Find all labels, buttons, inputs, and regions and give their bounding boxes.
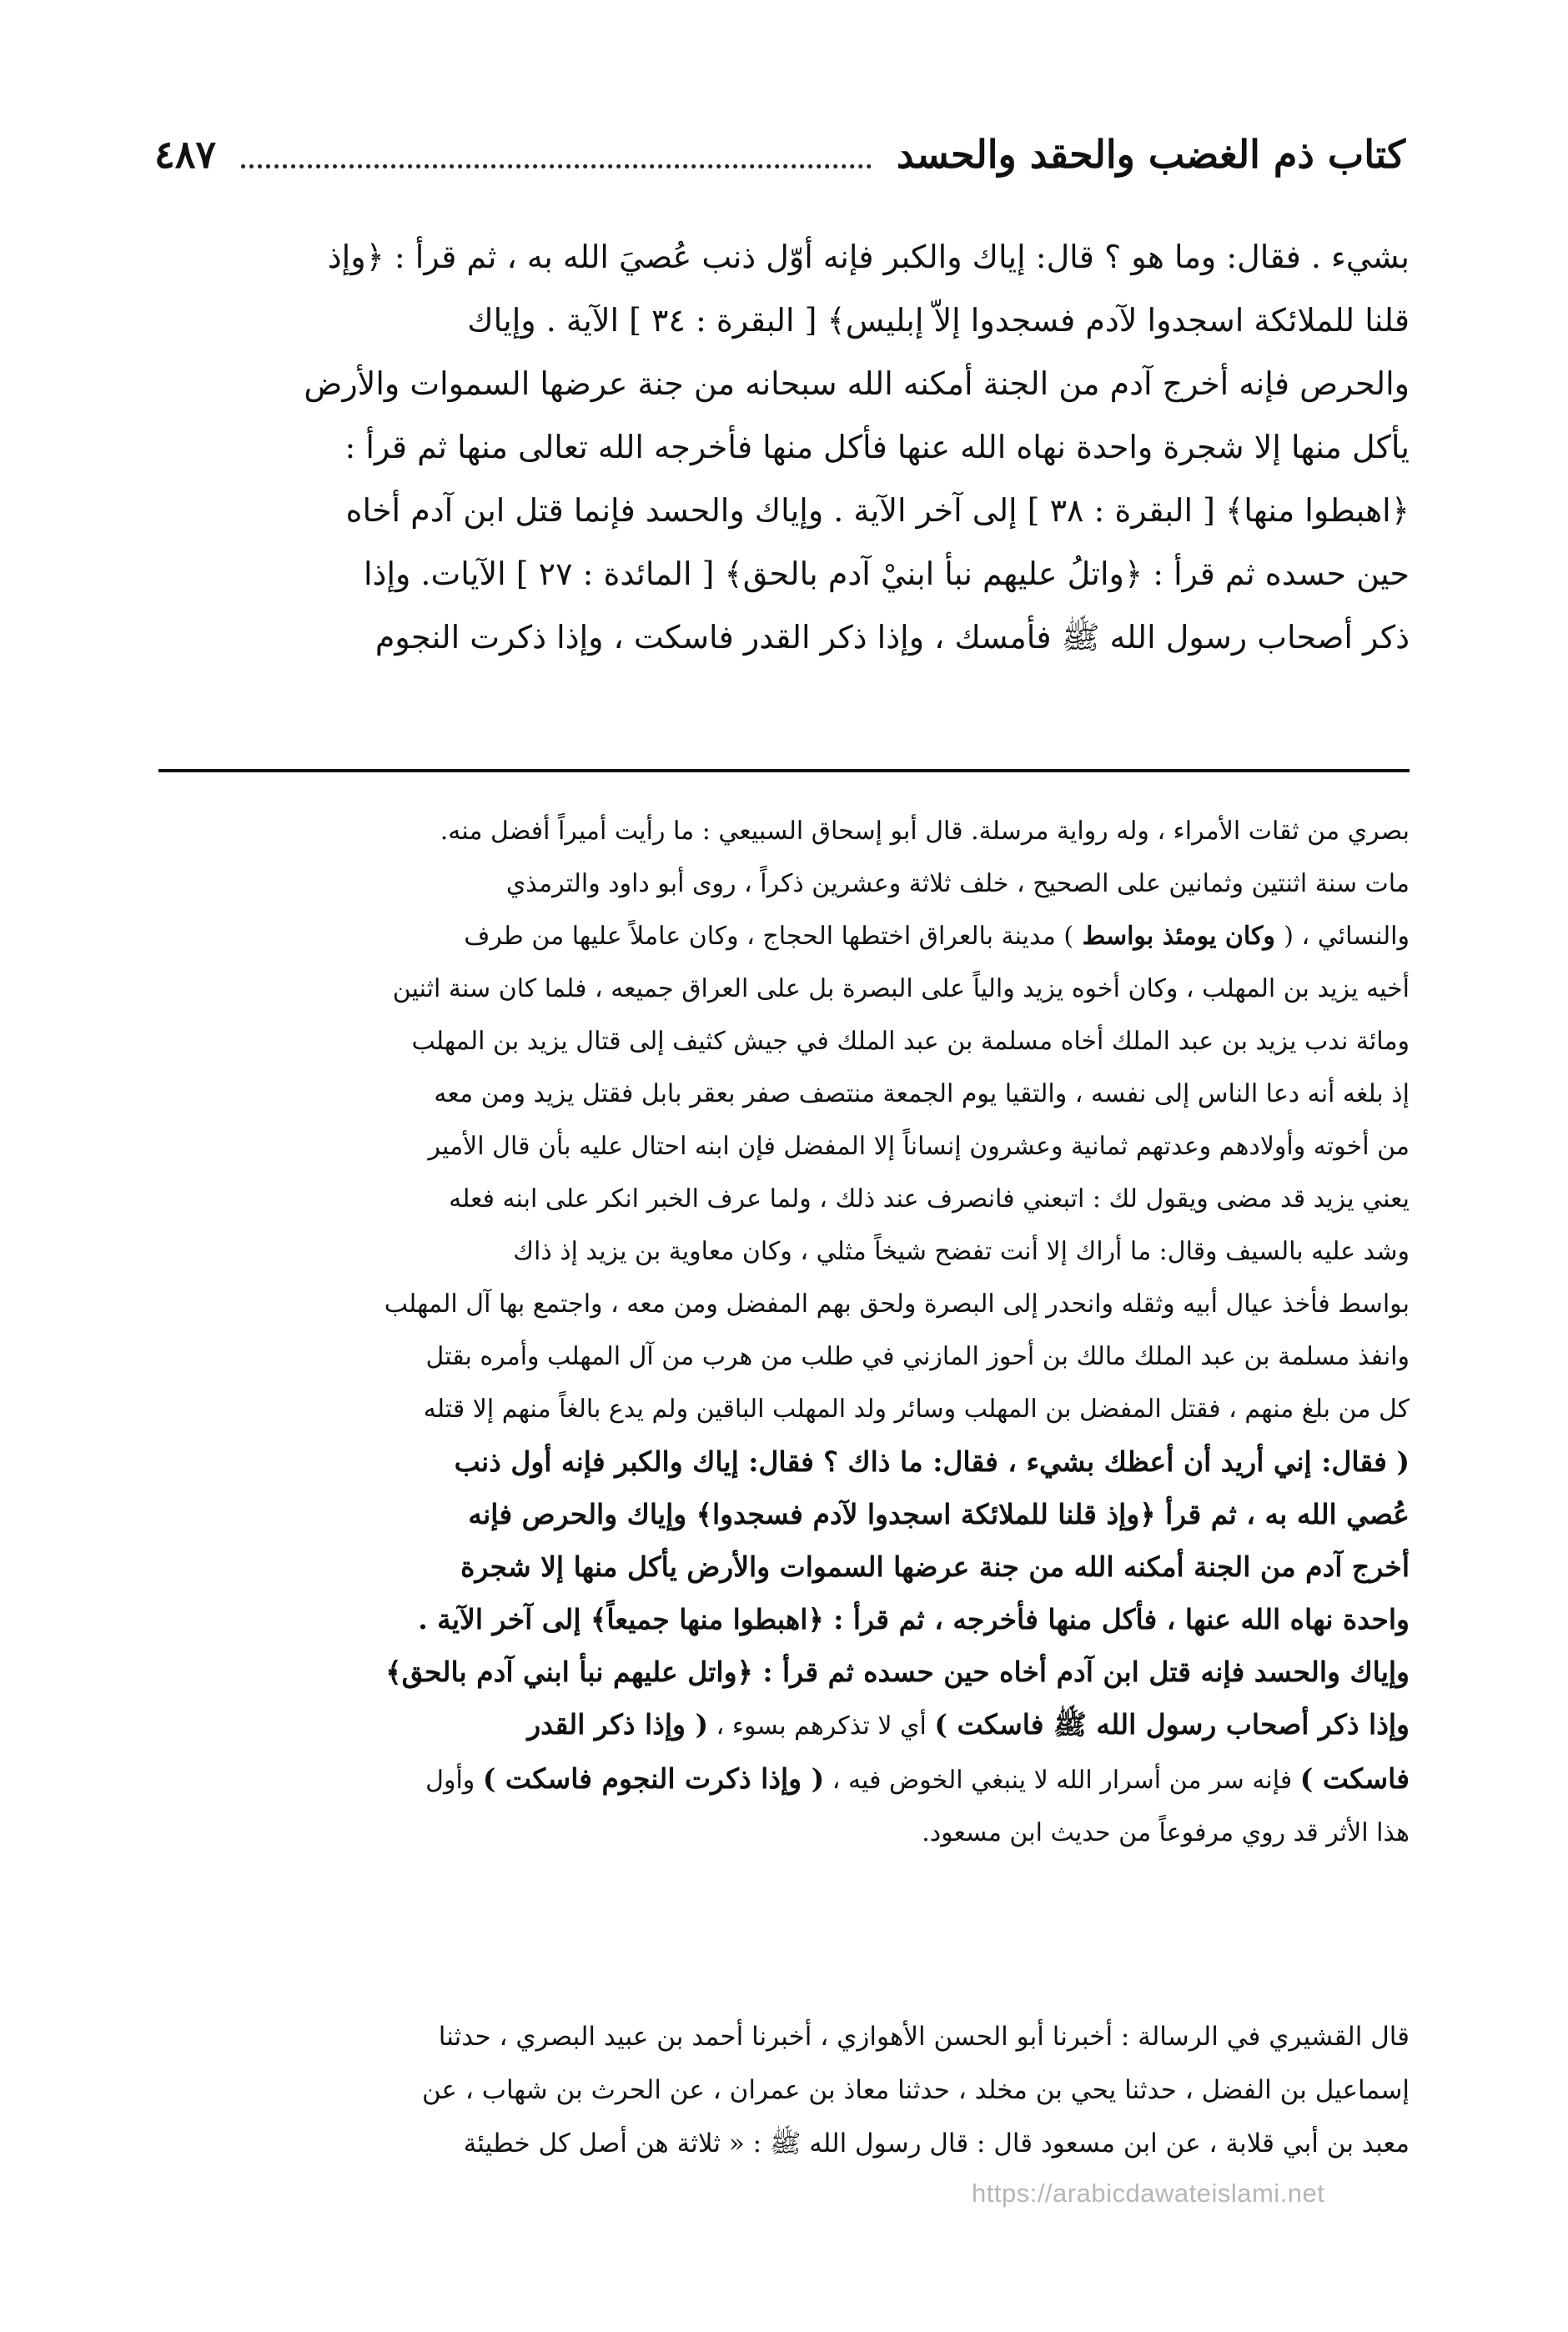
continuation-paragraph <box>158 2010 1410 2170</box>
footnote-bold-line: واحدة نهاه الله عنها ، فأكل منها فأخرجه ، ثم قرأ : ﴿اهبطوا منها جميعاً﴾ إلى آخر الآية . <box>418 1603 1410 1636</box>
footnote-bold-line: أخرج آدم من الجنة أمكنه الله من جنة عرضها السموات والأرض يأكل منها إلا شجرة <box>460 1550 1410 1583</box>
paragraph-line: معبد بن أبي قلابة ، عن ابن مسعود قال : قال رسول الله ﷺ : « ثلاثة هن أصل كل خطيئة <box>463 2128 1410 2159</box>
main-text-line: بشيء . فقال: وما هو ؟ قال: إياك والكبر فإنه أوّل ذنب عُصيَ الله به ، ثم قرأ : ﴿وإذ <box>327 239 1410 275</box>
main-text-line: حين حسده ثم قرأ : ﴿واتلُ عليهم نبأ ابنيْ آدم بالحق﴾ [ المائدة : ٢٧ ] الآيات. وإذا <box>363 555 1410 592</box>
footnote-text: والنسائي ، ( <box>1284 922 1410 951</box>
footnote-line: من أخوته وأولادهم وعدتهم ثمانية وعشرون إنساناً إلا المفضل فإن ابنه احتال عليه بأن قال الأمير <box>428 1132 1410 1161</box>
footnote-text: أي لا تذكرهم بسوء ، <box>708 1711 935 1741</box>
main-text-line: قلنا للملائكة اسجدوا لآدم فسجدوا إلاّ إبليس﴾ [ البقرة : ٣٤ ] الآية . وإياك <box>467 302 1410 339</box>
footnote-line <box>158 910 1410 962</box>
footnote-line <box>158 1752 1410 1807</box>
footnote-line: بصري من ثقات الأمراء ، وله رواية مرسلة. قال أبو إسحاق السبيعي : ما رأيت أميراً أفضل منه. <box>440 817 1410 846</box>
footnote-line: يعني يزيد قد مضى ويقول لك : اتبعني فانصرف عند ذلك ، ولما عرف الخبر انكر على ابنه فعله <box>449 1184 1410 1214</box>
main-text-line: يأكل منها إلا شجرة واحدة نهاه الله عنها فأكل منها فأخرجه الله تعالى منها ثم قرأ : <box>344 429 1410 465</box>
footnote-line: ومائة ندب يزيد بن عبد الملك أخاه مسلمة بن عبد الملك في جيش كثيف إلى قتال يزيد بن المهلب <box>411 1027 1410 1056</box>
footnote-line <box>158 1698 1410 1752</box>
footnote-divider <box>158 769 1410 772</box>
footnote-bold-line: عُصي الله به ، ثم قرأ ﴿وإذ قلنا للملائكة اسجدوا لآدم فسجدوا﴾ وإياك والحرص فإنه <box>468 1498 1410 1530</box>
paragraph-line: إسماعيل بن الفضل ، حدثنا يحي بن مخلد ، حدثنا معاذ بن عمران ، عن الحرث بن شهاب ، عن <box>421 2075 1410 2105</box>
footnote-line: بواسط فأخذ عيال أبيه وثقله وانحدر إلى البصرة ولحق بهم المفضل ومن معه ، واجتمع بها آل المهلب <box>384 1289 1410 1319</box>
main-text-line: ﴿اهبطوا منها﴾ [ البقرة : ٣٨ ] إلى آخر الآية . وإياك والحسد فإنما قتل ابن آدم أخاه <box>345 492 1410 529</box>
footnote-line: أخيه يزيد بن المهلب ، وكان أخوه يزيد والياً على البصرة بل على العراق جميعه ، فلما كان سنة اثنين <box>392 974 1410 1003</box>
footnote-line: كل من بلغ منهم ، فقتل المفضل بن المهلب وسائر ولد المهلب الباقين ولم يدع بالغاً منهم إلا قتله <box>423 1395 1410 1424</box>
source-watermark: https://arabicdawateislami.net <box>972 2179 1325 2208</box>
footnote-emphasis: ( وإذا ذكرت النجوم فاسكت ) <box>482 1762 825 1795</box>
paragraph-line: قال القشيري في الرسالة : أخبرنا أبو الحسن الأهوازي ، أخبرنا أحمد بن عبيد البصري ، حدثنا <box>438 2022 1410 2052</box>
footnote-emphasis: وإذا ذكر أصحاب رسول الله ﷺ فاسكت ) <box>934 1708 1410 1741</box>
main-text-line: ذكر أصحاب رسول الله ﷺ فأمسك ، وإذا ذكر القدر فاسكت ، وإذا ذكرت النجوم <box>374 619 1410 656</box>
footnote-bold-line: وإياك والحسد فإنه قتل ابن آدم أخاه حين حسده ثم قرأ : ﴿واتل عليهم نبأ ابني آدم بالحق﴾ <box>385 1656 1410 1688</box>
footnote-text: فإنه سر من أسرار الله لا ينبغي الخوض فيه ، <box>824 1766 1300 1795</box>
main-text-block <box>158 225 1410 669</box>
footnote-line: هذا الأثر قد روي مرفوعاً من حديث ابن مسعود. <box>922 1818 1410 1847</box>
footnote-line: مات سنة اثنتين وثمانين على الصحيح ، خلف ثلاثة وعشرين ذكراً ، روى أبو داود والترمذي <box>505 869 1410 898</box>
footnote-block <box>158 805 1410 1859</box>
footnote-emphasis: فاسكت ) <box>1299 1762 1410 1795</box>
chapter-title: كتاب ذم الغضب والحقد والحسد <box>896 132 1405 177</box>
header-dot-leader <box>241 164 872 168</box>
page-header <box>154 125 1405 183</box>
footnote-text: ) مدينة بالعراق اختطها الحجاج ، وكان عاملاً عليها من طرف <box>464 922 1074 951</box>
footnote-text: وأول <box>425 1766 483 1795</box>
footnote-emphasis: ( وإذا ذكر القدر <box>527 1708 709 1741</box>
main-text-line: والحرص فإنه أخرج آدم من الجنة أمكنه الله سبحانه من جنة عرضها السموات والأرض <box>304 365 1410 402</box>
footnote-line: وشد عليه بالسيف وقال: ما أراك إلا أنت تفضح شيخاً مثلي ، وكان معاوية بن يزيد إذ ذاك <box>513 1237 1410 1266</box>
footnote-emphasis: وكان يومئذ بواسط <box>1073 922 1284 951</box>
footnote-bold-line: ( فقال: إني أريد أن أعظك بشيء ، فقال: ما ذاك ؟ فقال: إياك والكبر فإنه أول ذنب <box>454 1445 1410 1478</box>
page-number: ٤٨٧ <box>154 132 217 177</box>
footnote-line: إذ بلغه أنه دعا الناس إلى نفسه ، والتقيا يوم الجمعة منتصف صفر بعقر بابل فقتل يزيد ومن معه <box>434 1079 1410 1108</box>
footnote-line: وانفذ مسلمة بن عبد الملك مالك بن أحوز المازني في طلب من هرب من آل المهلب وأمره بقتل <box>425 1342 1410 1371</box>
